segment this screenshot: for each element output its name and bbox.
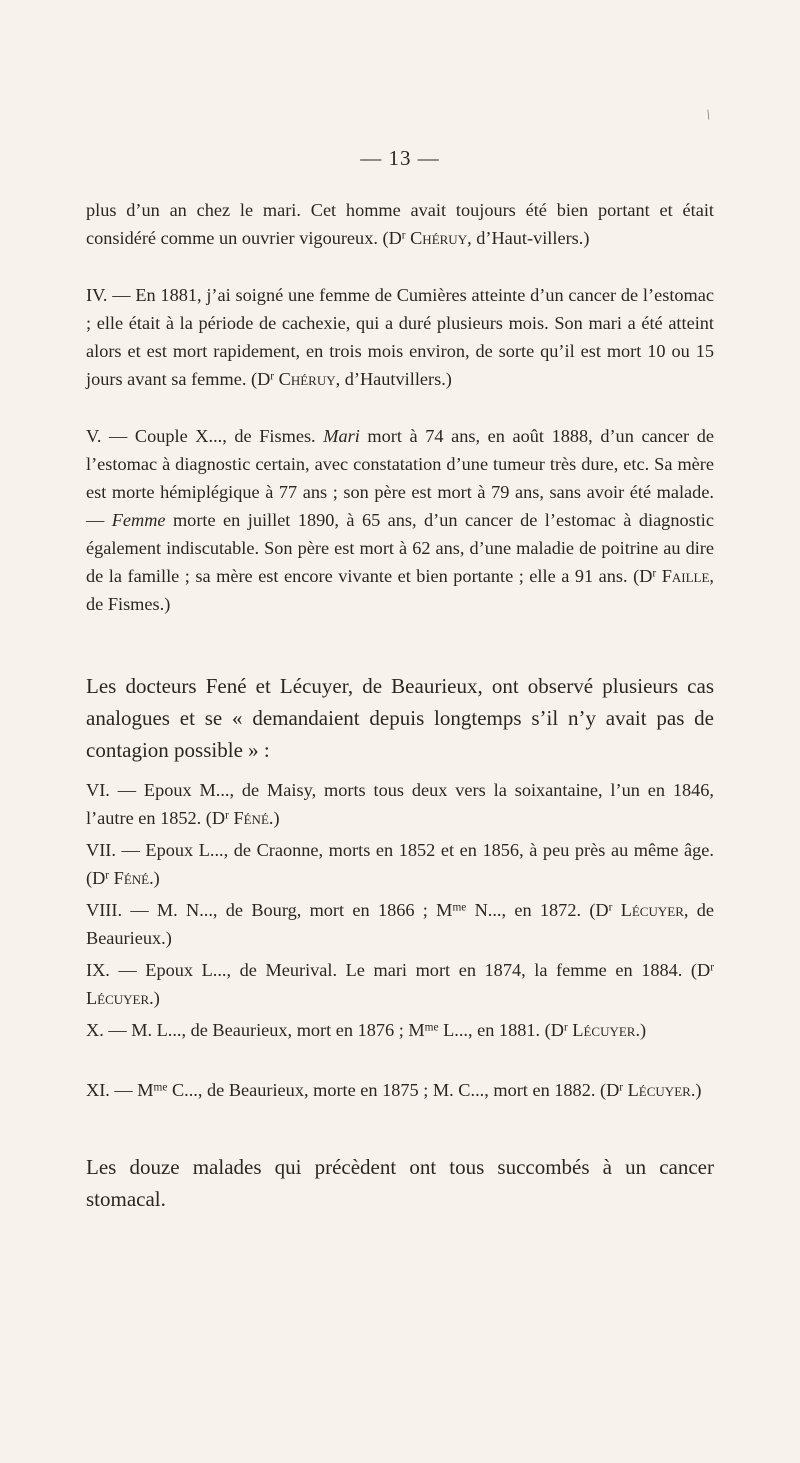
case-vii: VII. — Epoux L..., de Craonne, morts en 1852 et en 1856, à peu près au même âge. ($D^r$ Féné.) bbox=[86, 840, 714, 888]
case-xi: XI. — $M^{me}$ C..., de Beaurieux, morte en 1875 ; M. C..., mort en 1882. ($D^r$ Lécuyer.) bbox=[86, 1080, 702, 1100]
paragraph-continuation: plus d’un an chez le mari. Cet homme avait toujours été bien portant et était considéré comme un ouvrier vigoureux. ($D^r$ Chéruy, d’Haut-villers.) bbox=[86, 200, 714, 248]
page-number: — 13 — bbox=[360, 146, 440, 170]
case-vi: VI. — Epoux M..., de Maisy, morts tous deux vers la soixantaine, l’un en 1846, l’autre en 1852. ($D^r$ Féné.) bbox=[86, 780, 714, 828]
doctor-name: Chéruy bbox=[274, 369, 336, 389]
doctor-name: Faille bbox=[656, 566, 710, 586]
case-iv: IV. — En 1881, j’ai soigné une femme de Cumières atteinte d’un cancer de l’estomac ; elle était à la période de cachexie, qui a duré plusieurs mois. Son mari a été atteint alors et est mort rapidement, en trois mois environ, de sorte qu’il est mort 10 ou 15 jours avant sa femme. ($D^r$ Chéruy, d’Hautvillers.) bbox=[86, 285, 714, 389]
doctor-name: Lécuyer bbox=[567, 1020, 636, 1040]
doctor-name: Lécuyer bbox=[612, 900, 684, 920]
doctor-name: Lécuyer bbox=[86, 988, 150, 1008]
corner-mark: / bbox=[703, 107, 714, 124]
doctor-name: Chéruy bbox=[405, 228, 468, 248]
doctor-name: Féné bbox=[228, 808, 269, 828]
doctor-name: Lécuyer bbox=[623, 1080, 691, 1100]
case-ix: IX. — Epoux L..., de Meurival. Le mari mort en 1874, la femme en 1884. ($D^r$ Lécuyer.) bbox=[86, 960, 714, 1008]
case-x: X. — M. L..., de Beaurieux, mort en 1876 ; $M^{me}$ L..., en 1881. ($D^r$ Lécuyer.) bbox=[86, 1020, 647, 1040]
closing-paragraph: Les douze malades qui précèdent ont tous succombés à un cancer stomacal. bbox=[86, 1155, 714, 1211]
doctor-name: Féné bbox=[109, 868, 150, 888]
intro-paragraph: Les docteurs Fené et Lécuyer, de Beaurieux, ont observé plusieurs cas analogues et se « demandaient depuis longtemps s’il n’y avait pas de contagion possible » : bbox=[86, 674, 714, 762]
case-viii: VIII. — M. N..., de Bourg, mort en 1866 ; $M^{me}$ N..., en 1872. ($D^r$ Lécuyer, de Beaurieux.) bbox=[86, 900, 714, 948]
case-v: V. — Couple X..., de Fismes. Mari mort à 74 ans, en août 1888, d’un cancer de l’estomac à diagnostic certain, avec constatation d’une tumeur très dure, etc. Sa mère est morte hémiplégique à 77 ans ; son père est mort à 79 ans, sans avoir été malade. — Femme morte en juillet 1890, à 65 ans, d’un cancer de l’estomac à diagnostic également indiscutable. Son père est mort à 62 ans, d’une maladie de poitrine au dire de la famille ; sa mère est encore vivante et bien portante ; elle a 91 ans. ($D^r$ Faille, de Fismes.) bbox=[86, 426, 714, 614]
